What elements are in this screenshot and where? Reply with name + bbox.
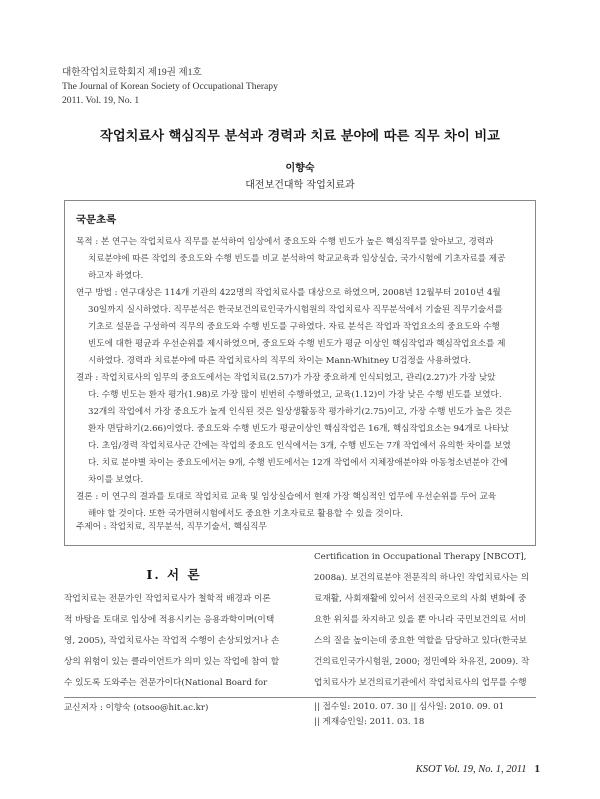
- abstract-line: 30일까지 실시하였다. 직무분석은 한국보건의료인국가시험원의 작업치료사 직무분석에서 기술된 직무기술서를: [88, 305, 503, 315]
- body-text-line: 업치료사가 보건의료기관에서 작업치료사의 업무를 수행: [314, 678, 527, 688]
- accepted-date: || 게재승인일: 2011. 03. 18: [314, 717, 425, 727]
- abstract-line: 다. 치료 분야별 차이는 중요도에서는 9개, 수행 빈도에서는 12개 작업에서 지체장애분야와 아동청소년분야 간에: [88, 458, 508, 468]
- abstract-line: 다. 초임/경력 작업치료사군 간에는 작업의 중요도 인식에서는 3개, 수행 빈도는 7개 작업에서 유의한 차이를 보였: [88, 441, 511, 451]
- abstract-line: 시하였다. 경력과 치료분야에 따른 작업치료사의 직무의 차이는 Mann-Whitney U검정을 사용하였다.: [88, 356, 472, 366]
- body-text-line: 료재활, 사회재활에 있어서 선진국으로의 사회 변화에 중: [314, 594, 527, 604]
- abstract-line: 하고자 하였다.: [88, 271, 144, 281]
- author-name: 이향숙: [285, 163, 315, 174]
- journal-header: [62, 66, 462, 108]
- footer-journal: KSOT Vol. 19, No. 1, 2011: [415, 764, 527, 775]
- submission-dates: [314, 700, 504, 730]
- abstract-line: 치료분야에 따른 작업의 중요도와 수행 빈도를 비교 분석하여 학교교육과 임상실습, 국가시험에 기초자료를 제공: [88, 254, 506, 264]
- body-text-line: Certification in Occupational Therapy [NBCOT],: [314, 552, 527, 562]
- correspondence-note: 교신저자 : 이향숙 (otsoo@hit.ac.kr): [64, 703, 209, 713]
- footer-divider: [64, 697, 536, 698]
- abstract-line: 해야 할 것이다. 또한 국가면허시험에서도 중요한 기초자료로 활용할 수 있을 것이다.: [88, 509, 404, 519]
- body-text-line: 작업치료는 전문가인 작업치료사가 철학적 배경과 이론: [64, 594, 271, 604]
- body-column-left: [64, 589, 290, 694]
- section-heading: Ⅰ. 서 론: [146, 567, 202, 582]
- abstract-line: 32개의 작업에서 가장 중요도가 높게 인식된 것은 일상생활동작 평가하기(2.75)이고, 가장 수행 빈도가 높은 것은: [88, 407, 512, 417]
- page-footer: [416, 763, 540, 775]
- abstract-line: 환자 면담하기(2.66)이였다. 중요도와 수행 빈도가 평균이상인 핵심작업은 16개, 핵심작업요소는 94개로 나타났: [88, 424, 509, 434]
- body-text-line: 수 있도록 도와주는 전문가이다(National Board for: [64, 678, 268, 688]
- body-text-line: 2008a). 보건의료분야 전문직의 하나인 작업치료사는 의: [314, 573, 530, 583]
- received-date: || 접수일: 2010. 07. 30 || 심사일: 2010. 09. 01: [314, 702, 505, 712]
- abstract-line: 빈도에 대한 평균과 우선순위를 제시하였으며, 중요도와 수행 빈도가 평균 이상인 핵심작업과 핵심작업요소를 제: [88, 339, 506, 349]
- abstract-line: 차이를 보였다.: [88, 475, 144, 485]
- journal-english-title: The Journal of Korean Society of Occupational Therapy: [62, 81, 278, 92]
- abstract-line: 다. 수행 빈도는 환자 평가(1.98)로 가장 많이 빈번히 수행하였고, 교육(1.12)이 가장 낮은 수행 빈도를 보였다.: [88, 390, 502, 400]
- body-text-line: 적 바탕을 토대로 임상에 적용시키는 응용과학이며(이택: [64, 615, 275, 625]
- body-text-line: 상의 위험이 있는 클라이언트가 의미 있는 작업에 참여 할: [64, 657, 280, 667]
- body-column-right: [314, 547, 540, 694]
- body-text-line: 스의 질을 높이는데 중요한 역할을 담당하고 있다(한국보: [314, 636, 527, 646]
- abstract-line: 기초로 설문을 구성하여 직무의 중요도와 수행 빈도를 구하였다. 자료 분석은 작업과 작업요소의 중요도와 수행: [88, 322, 500, 332]
- page-number: 1: [534, 763, 540, 775]
- journal-korean-title: 대한작업치료학회지 제19권 제1호: [62, 67, 202, 78]
- journal-volume: 2011. Vol. 19, No. 1: [62, 95, 140, 106]
- author-affiliation: 대전보건대학 작업치료과: [245, 180, 355, 191]
- abstract-heading: 국문초록: [76, 214, 117, 226]
- paper-title: 작업치료사 핵심직무 분석과 경력과 치료 분야에 따른 직무 차이 비교: [100, 129, 500, 144]
- abstract-body: [76, 234, 536, 523]
- body-text-line: 요한 위치를 차지하고 있을 뿐 아니라 국민보건의료 서비: [314, 615, 527, 625]
- keywords: 주제어 : 작업치료, 직무분석, 직무기술서, 핵심직무: [76, 522, 267, 532]
- abstract-line: 결론 : 이 연구의 결과를 토대로 작업치료 교육 및 임상실습에서 현재 가장 핵심적인 업무에 우선순위를 두어 교육: [76, 492, 497, 502]
- abstract-line: 결과 : 작업치료사의 임무의 중요도에서는 작업치료(2.57)가 가장 중요하게 인식되었고, 관리(2.27)가 가장 낮았: [76, 373, 496, 383]
- body-text-line: 영, 2005), 작업치료사는 작업적 수행이 손상되었거나 손: [64, 636, 280, 646]
- abstract-line: 연구 방법 : 연구대상은 114개 기관의 422명의 작업치료사를 대상으로 하였으며, 2008년 12월부터 2010년 4월: [76, 288, 501, 298]
- abstract-line: 목적 : 본 연구는 작업치료사 직무를 분석하여 임상에서 중요도와 수행 빈도가 높은 핵심직무를 알아보고, 경력과: [76, 237, 494, 247]
- body-text-line: 건의료인국가시험원, 2000; 정민예와 차유진, 2009). 작: [314, 657, 530, 667]
